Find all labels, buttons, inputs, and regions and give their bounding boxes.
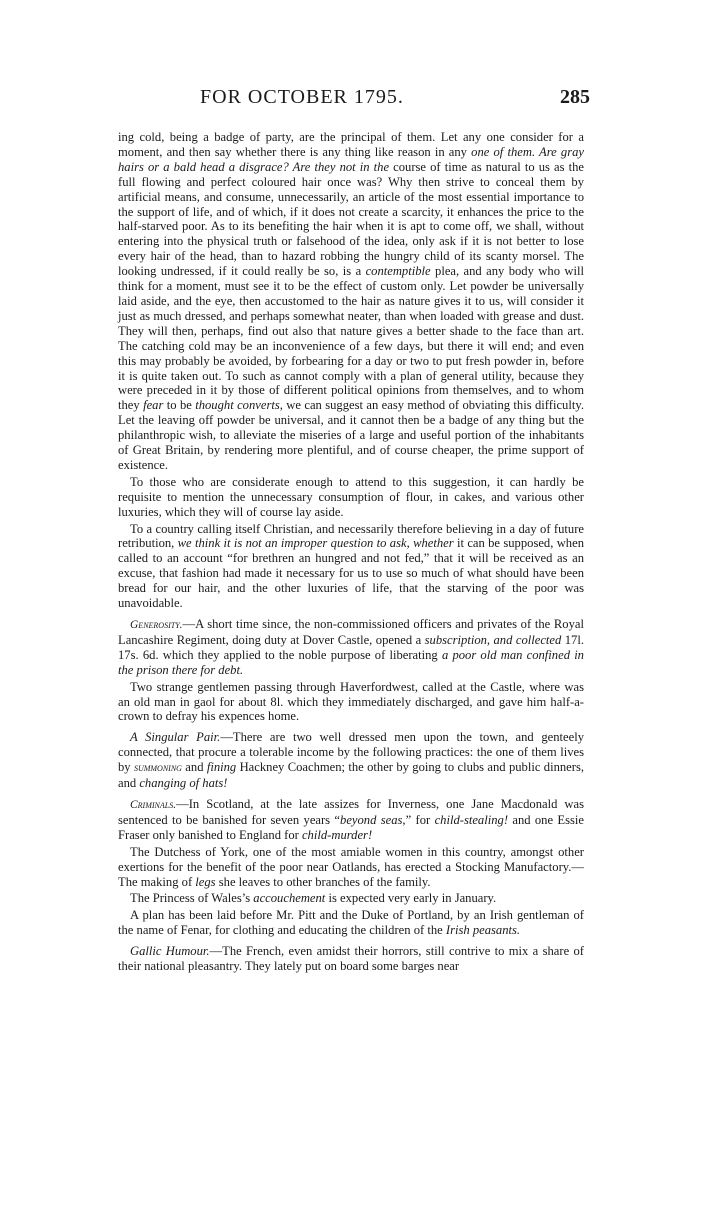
page-number: 285 [560,86,590,108]
text-run: Two strange gentlemen passing through Haverfordwest, called at the Castle, where was an old man in gaol for about 8l. which they immediately discharged, and gave him half-a-crown to defray his expences home. [118,679,584,724]
italic-run: fear [143,398,164,413]
paragraph-powder-continued [118,130,584,473]
text-run: Hackney Coachmen; the other by going to clubs and public dinners, and [118,760,584,791]
text-run: is expected very early in January. [325,891,497,906]
text-run: course of time as natural to us as the full flowing and perfect coloured hair once was? Why then strive to conceal them by artificial means, and consume, unnecessarily, an article of the most essential importance to the support of life, and of which, if it does not create a scarcity, it enhances the price to the half-starved poor. As to its benefiting the hair when it is apt to come off, we shall, without entering into the physical truth or falsehood of the idea, only ask if it is not better to lose every hair of the head, than to hazard robbing the hungry child of its scanty morsel. The looking undressed, if it could really be so, is a [118,159,584,279]
text-run: —The French, even amidst their horrors, still contrive to mix a share of their national pleasantry. They lately put on board some barges near [118,944,584,974]
italic-run: accouchement [253,891,326,906]
text-run: to be [163,398,196,413]
paragraph-haverfordwest [118,680,584,725]
running-title: FOR OCTOBER 1795. [200,86,404,108]
italic-run: legs [195,874,216,889]
paragraph-gallic-humour [118,944,584,974]
text-run: The Princess of Wales’s [130,891,254,906]
italic-run: a poor old man confined in the prison there for debt. [118,647,584,677]
text-run: —In Scotland, at the late assizes for Inverness, one Jane Macdonald was sentenced to be banished for seven years “ [118,796,584,827]
text-run: ing cold, being a badge of party, are the principal of them. Let any one consider for a moment, and then say whether there is any thing like reason in any [118,130,584,159]
text-run: A plan has been laid before Mr. Pitt and the Duke of Portland, by an Irish gentleman of the name of Fenar, for clothing and educating the children of the [118,908,584,938]
italic-run: subscription, and collected [424,632,562,647]
text-run: she leaves to other branches of the family. [215,874,431,889]
paragraph-generosity [118,617,584,678]
text-run: The Dutchess of York, one of the most amiable women in this country, amongst other exertions for the benefit of the poor near Oatlands, has erected a Stocking Manufactory.—The making of [118,844,584,889]
text-run: 17l. 17s. 6d. which they applied to the noble purpose of liberating [118,632,585,662]
italic-run: changing of hats! [139,776,228,791]
italic-run: Generosity. [130,619,183,631]
text-run: —There are two well dressed men upon the town, and genteely connected, that procure a tolerable income by the following practices: the one of them lives by [118,730,584,775]
italic-run: contemptible [365,264,431,279]
italic-run: summoning [133,762,182,775]
text-run: it can be supposed, when called to an account “for brethren an hungred and not fed,” that it will be received as an excuse, that fashion had made it necessary for us to use so much of what should have been bread for our hair, and the other luxuries of life, that the starving of the poor was unavoidable. [118,536,584,611]
italic-run: Criminals. [130,798,177,811]
paragraph-christian-country [118,522,584,611]
text-run: —A short time since, the non-commissioned officers and privates of the Royal Lancashire Regiment, doing duty at Dover Castle, opened a [118,617,584,647]
paragraph-singular-pair [118,730,584,791]
text-run: ” for [405,812,435,827]
paragraph-criminals [118,797,584,843]
italic-run: A Singular Pair. [130,730,221,745]
paragraph-princess-of-wales [118,891,584,906]
italic-run: we think it is not an improper question to ask, whether [177,536,454,551]
paragraph-flour-luxuries [118,475,584,520]
text-run: To those who are considerate enough to attend to this suggestion, it can hardly be requisite to mention the unnecessary consumption of flour, in cakes, and various other luxuries, which they will of course lay aside. [118,474,584,519]
text-run: To a country calling itself Christian, and necessarily therefore believing in a day of future retribution, [118,521,584,551]
text-run: plea, and any body who will think for a moment, must see it to be the effect of custom only. Let powder be universally laid aside, and the eye, then accustomed to the hair as nature gives it to us, will consider it just as much dressed, and perhaps somewhat neater, than when loaded with grease and dust. They will then, perhaps, find out also that nature gives a better shade to the face than art. The catching cold may be an inconvenience of a few days, but there it will end; and even this may probably be avoided, by forbearing for a day or two to put fresh powder in, before it is quite taken out. To such as cannot comply with a plan of general utility, because they were preceded in it by those of different political opinions from themselves, and to whom they [118,264,584,413]
paragraph-dutchess-of-york [118,845,584,890]
text-run: we can suggest an easy method of obviating this difficulty. Let the leaving off powder be universal, and it cannot then be a badge of any thing but the philanthropic wish, to alleviate the miseries of a large and useful portion of the inhabitants of Great Britain, by rendering more plentiful, and of course cheaper, the prime support of existence. [118,398,584,472]
italic-run: Gallic Humour. [130,944,210,959]
italic-run: child-stealing! [434,812,509,827]
paragraph-irish-plan [118,908,584,938]
italic-run: beyond seas, [340,812,406,827]
italic-run: child-murder! [301,827,373,842]
running-header [0,86,704,116]
italic-run: fining [206,760,237,775]
italic-run: thought converts, [195,398,283,413]
italic-run: Irish peasants. [445,923,521,938]
text-run: and one Essie Fraser only banished to England for [118,812,584,842]
italic-run: one of them. Are gray hairs or a bald head a disgrace? Are they not in the [118,144,584,174]
article-body [118,130,584,976]
text-run: and [181,760,207,775]
